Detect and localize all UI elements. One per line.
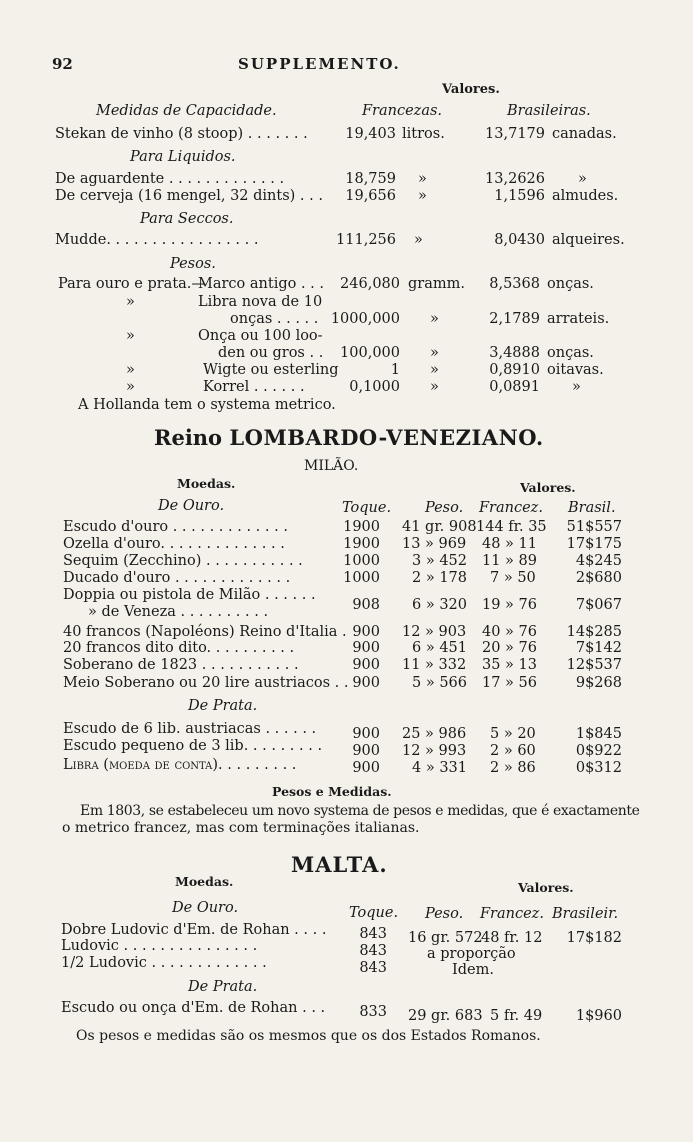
peso: 41 gr. 908 [402, 519, 477, 535]
row-label: Libra nova de 10 [198, 294, 323, 310]
brasil: 12$537 [566, 657, 622, 673]
title-main: LOMBARDO-VENEZIANO. [229, 425, 544, 450]
coin-name: 40 francos (Napoléons) Reino d'Italia . [63, 624, 347, 640]
toque: 900 [352, 726, 380, 742]
coin-name: Ducado d'ouro . . . . . . . . . . . . . [63, 570, 291, 586]
francez: 2 » 60 [490, 743, 536, 759]
row-label: Marco antigo . . . [198, 276, 324, 292]
coin-name: Escudo pequeno de 3 lib. . . . . . . . . [63, 738, 323, 754]
toque: 1900 [343, 519, 380, 535]
francez: 5 » 20 [490, 726, 536, 742]
coin-name: Doppia ou pistola de Milão . . . . . . [63, 587, 316, 603]
col-brasil: Brasileir. [552, 906, 619, 922]
toque: 843 [359, 943, 387, 959]
toque: 833 [359, 1004, 387, 1020]
hollanda-note: A Hollanda tem o systema metrico. [78, 397, 336, 413]
row-prefix: Para ouro e prata.— [58, 276, 206, 292]
prata-heading: De Prata. [188, 979, 258, 995]
col-francez: Francez. [480, 906, 544, 922]
fr-value: 111,256 [336, 232, 396, 248]
brasil: 14$285 [566, 624, 622, 640]
br-value: 8,5368 [489, 276, 540, 292]
toque: 1000 [343, 570, 380, 586]
section-title-malta: MALTA. [291, 852, 388, 877]
peso: 29 gr. 683 [408, 1008, 483, 1024]
peso: 25 » 986 [402, 726, 467, 742]
francez: 11 » 89 [482, 553, 537, 569]
capacity-heading: Medidas de Capacidade. [96, 103, 277, 119]
fr-unit: » [430, 362, 439, 378]
br-value: 3,4888 [489, 345, 540, 361]
brasil: 0$312 [575, 760, 622, 776]
toque: 900 [352, 640, 380, 656]
col-francezas: Francezas. [362, 103, 443, 119]
br-value: 8,0430 [494, 232, 545, 248]
brasil: 51$557 [566, 519, 622, 535]
br-unit: » [572, 379, 581, 395]
brasil: 4$245 [575, 553, 622, 569]
toque: 908 [352, 597, 380, 613]
row-label: Mudde. . . . . . . . . . . . . . . . . [55, 232, 259, 248]
fr-unit: » [430, 311, 439, 327]
coin-name: Escudo d'ouro . . . . . . . . . . . . . [63, 519, 288, 535]
brasil: 9$268 [575, 675, 622, 691]
fr-unit: » [430, 379, 439, 395]
brasil: 7$067 [575, 597, 622, 613]
row-label: De cerveja (16 mengel, 32 dints) . . . [55, 188, 323, 204]
coin-name: Meio Soberano ou 20 lire austriacos . . [63, 675, 349, 691]
brasil: 17$175 [566, 536, 622, 552]
brasil: 1$960 [575, 1008, 622, 1024]
peso: Idem. [452, 962, 494, 978]
coin-name: Ozella d'ouro. . . . . . . . . . . . . . [63, 536, 285, 552]
fr-value: 1000,000 [330, 311, 400, 327]
toque: 900 [352, 743, 380, 759]
coin-name-cont: » de Veneza . . . . . . . . . . [88, 604, 269, 620]
francez: 144 fr. 35 [476, 519, 547, 535]
fr-value: 0,1000 [349, 379, 400, 395]
toque: 900 [352, 624, 380, 640]
fr-value: 100,000 [340, 345, 400, 361]
pesos-medidas-heading: Pesos e Medidas. [272, 784, 392, 799]
br-value: 0,0891 [489, 379, 540, 395]
br-unit: onças. [547, 276, 594, 292]
row-prefix: » [126, 362, 135, 378]
toque: 900 [352, 657, 380, 673]
valores-label: Valores. [520, 480, 576, 495]
coin-name: Escudo de 6 lib. austriacas . . . . . . [63, 721, 317, 737]
pesos-text-line2: o metrico francez, mas com terminações italianas. [62, 820, 420, 836]
row-label: Wigte ou esterling [203, 362, 339, 378]
peso: 3 » 452 [412, 553, 467, 569]
peso: 6 » 320 [412, 597, 467, 613]
br-value: 2,1789 [489, 311, 540, 327]
row-prefix: » [126, 294, 135, 310]
fr-unit: » [418, 171, 427, 187]
row-label: De aguardente . . . . . . . . . . . . . [55, 171, 285, 187]
francez: 35 » 13 [482, 657, 537, 673]
title-prefix: Reino [154, 425, 223, 450]
malta-note: Os pesos e medidas são os mesmos que os dos Estados Romanos. [76, 1028, 541, 1044]
br-unit: onças. [547, 345, 594, 361]
francez: 5 fr. 49 [490, 1008, 543, 1024]
peso: 4 » 331 [412, 760, 467, 776]
col-brasil: Brasil. [568, 500, 616, 516]
col-toque: Toque. [342, 500, 392, 516]
fr-value: 246,080 [340, 276, 400, 292]
peso: 2 » 178 [412, 570, 467, 586]
br-unit: canadas. [552, 126, 617, 142]
peso: 5 » 566 [412, 675, 467, 691]
toque: 843 [359, 960, 387, 976]
brasil: 17$182 [566, 930, 622, 946]
fr-unit: » [414, 232, 423, 248]
francez: 20 » 76 [482, 640, 537, 656]
fr-value: 19,656 [345, 188, 396, 204]
row-label: Stekan de vinho (8 stoop) . . . . . . . [55, 126, 308, 142]
coin-name: 20 francos dito dito. . . . . . . . . . [63, 640, 295, 656]
peso: 13 » 969 [402, 536, 467, 552]
peso: 12 » 903 [402, 624, 467, 640]
row-label-cont: den ou gros . . [218, 345, 324, 361]
coin-name: 1/2 Ludovic . . . . . . . . . . . . . [61, 955, 267, 971]
coin-name: Libra (moeda de conta). . . . . . . . . [63, 757, 297, 773]
weights-heading: Pesos. [170, 256, 216, 272]
fr-value: 1 [390, 362, 400, 378]
toque: 843 [359, 926, 387, 942]
col-peso: Peso. [425, 500, 464, 516]
toque: 900 [352, 675, 380, 691]
francez: 2 » 86 [490, 760, 536, 776]
col-francez: Francez. [479, 500, 543, 516]
col-peso: Peso. [425, 906, 464, 922]
fr-value: 19,403 [345, 126, 396, 142]
row-prefix: » [126, 379, 135, 395]
brasil: 1$845 [575, 726, 622, 742]
br-value: 1,1596 [494, 188, 545, 204]
peso: 12 » 993 [402, 743, 467, 759]
valores-label: Valores. [442, 82, 500, 97]
coin-name: Dobre Ludovic d'Em. de Rohan . . . . [61, 922, 327, 938]
br-unit: oitavas. [547, 362, 604, 378]
toque: 1000 [343, 553, 380, 569]
running-title: SUPPLEMENTO. [238, 55, 401, 73]
coin-name: Sequim (Zecchino) . . . . . . . . . . . [63, 553, 303, 569]
br-unit: almudes. [552, 188, 619, 204]
seccos-heading: Para Seccos. [140, 211, 234, 227]
francez: 48 » 11 [482, 536, 537, 552]
page-number: 92 [52, 55, 73, 73]
brasil: 0$922 [575, 743, 622, 759]
francez: 19 » 76 [482, 597, 537, 613]
pesos-text-line1: Em 1803, se estabeleceu um novo systema de pesos e medidas, que é exactamente [80, 803, 640, 819]
section-title-lombardo [154, 425, 544, 450]
ouro-heading: De Ouro. [158, 498, 225, 514]
coin-name: Ludovic . . . . . . . . . . . . . . . [61, 938, 258, 954]
br-value: 13,2626 [485, 171, 545, 187]
prata-heading: De Prata. [188, 698, 258, 714]
br-unit: arrateis. [547, 311, 610, 327]
row-label: Korrel . . . . . . [203, 379, 305, 395]
fr-unit: » [418, 188, 427, 204]
peso: a proporção [427, 946, 516, 962]
liquidos-heading: Para Liquidos. [130, 149, 236, 165]
toque: 1900 [343, 536, 380, 552]
br-unit: » [578, 171, 587, 187]
col-toque: Toque. [349, 905, 399, 921]
peso: 11 » 332 [402, 657, 467, 673]
moedas-label: Moedas. [175, 874, 234, 889]
coin-name: Escudo ou onça d'Em. de Rohan . . . [61, 1000, 326, 1016]
br-value: 0,8910 [489, 362, 540, 378]
peso: 16 gr. 572 [408, 930, 483, 946]
moedas-label: Moedas. [177, 476, 236, 491]
row-prefix: » [126, 328, 135, 344]
city-milao: MILÃO. [304, 458, 359, 474]
br-value: 13,7179 [485, 126, 545, 142]
francez: 7 » 50 [490, 570, 536, 586]
ouro-heading: De Ouro. [172, 900, 239, 916]
row-label-cont: onças . . . . . [230, 311, 319, 327]
row-label: Onça ou 100 loo- [198, 328, 323, 344]
peso: 6 » 451 [412, 640, 467, 656]
brasil: 2$680 [575, 570, 622, 586]
brasil: 7$142 [575, 640, 622, 656]
fr-value: 18,759 [345, 171, 396, 187]
br-unit: alqueires. [552, 232, 625, 248]
toque: 900 [352, 760, 380, 776]
valores-label: Valores. [518, 880, 574, 895]
col-brasileiras: Brasileiras. [507, 103, 591, 119]
francez: 40 » 76 [482, 624, 537, 640]
francez: 17 » 56 [482, 675, 537, 691]
coin-name: Soberano de 1823 . . . . . . . . . . . [63, 657, 299, 673]
fr-unit: gramm. [408, 276, 465, 292]
fr-unit: litros. [402, 126, 445, 142]
fr-unit: » [430, 345, 439, 361]
francez: 48 fr. 12 [481, 930, 543, 946]
